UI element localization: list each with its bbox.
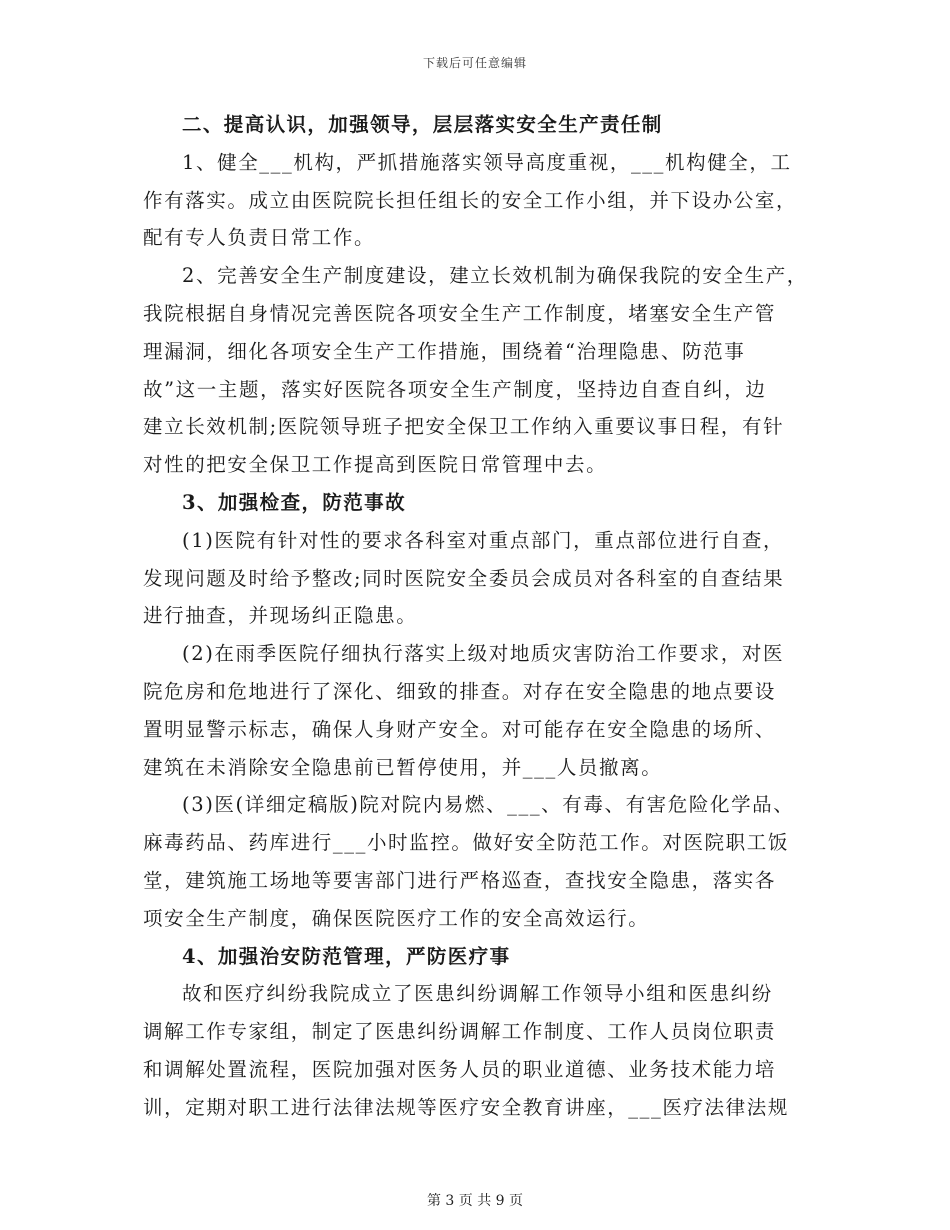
document-body [143, 106, 807, 1127]
page-header-note: 下载后可任意编辑 [422, 56, 527, 70]
paragraph-line: 配有专人负责日常工作。 [143, 226, 376, 250]
paragraph-5 [143, 786, 807, 937]
section-heading-3: 3、加强检查，防范事故 [182, 490, 406, 514]
paragraph-line: 2、完善安全生产制度建设，建立长效机制为确保我院的安全生产， [182, 264, 808, 288]
paragraph-2 [143, 257, 807, 484]
paragraph-line: 1、健全___机构，严抓措施落实领导高度重视，___机构健全，工 [182, 150, 792, 174]
paragraph-line: (1)医院有针对性的要求各科室对重点部门，重点部位进行自查， [182, 528, 785, 552]
section-heading-2: 二、提高认识，加强领导，层层落实安全生产责任制 [182, 113, 663, 136]
paragraph-4 [143, 635, 807, 786]
paragraph-1 [143, 144, 807, 257]
paragraph-line: 对性的把安全保卫工作提高到医院日常管理中去。 [143, 453, 608, 477]
paragraph-3 [143, 522, 807, 635]
paragraph-line: 理漏洞，细化各项安全生产工作措施，围绕着“治理隐患、防范事 [143, 339, 746, 363]
section-heading-4: 4、加强治安防范管理，严防医疗事 [182, 944, 511, 968]
paragraph-line: 训，定期对职工进行法律法规等医疗安全教育讲座，___医疗法律法规 [143, 1095, 789, 1119]
paragraph-line: 项安全生产制度，确保医院医疗工作的安全高效运行。 [143, 906, 650, 930]
paragraph-line: 我院根据自身情况完善医院各项安全生产工作制度，堵塞安全生产管 [143, 301, 777, 325]
paragraph-line: (3)医(详细定稿版)院对院内易燃、___、有毒、有害危险化学品、 [182, 793, 795, 817]
paragraph-line: 故”这一主题，落实好医院各项安全生产制度，坚持边自查自纠，边 [143, 377, 767, 401]
paragraph-line: (2)在雨季医院仔细执行落实上级对地质灾害防治工作要求，对医 [182, 642, 785, 666]
paragraph-line: 和调解处置流程，医院加强对医务人员的职业道德、业务技术能力培 [143, 1057, 777, 1081]
paragraph-line: 建筑在未消除安全隐患前已暂停使用，并___人员撤离。 [143, 755, 663, 779]
paragraph-line: 麻毒药品、药库进行___小时监控。做好安全防范工作。对医院职工饭 [143, 831, 789, 855]
paragraph-line: 建立长效机制;医院领导班子把安全保卫工作纳入重要议事日程，有针 [143, 415, 785, 439]
paragraph-line: 置明显警示标志，确保人身财产安全。对可能存在安全隐患的场所、 [143, 717, 777, 741]
paragraph-line: 进行抽查，并现场纠正隐患。 [143, 604, 418, 628]
paragraph-6 [143, 975, 807, 1126]
paragraph-line: 调解工作专家组，制定了医患纠纷调解工作制度、工作人员岗位职责 [143, 1020, 777, 1044]
paragraph-line: 故和医疗纠纷我院成立了医患纠纷调解工作领导小组和医患纠纷 [182, 982, 773, 1006]
paragraph-line: 院危房和危地进行了深化、细致的排查。对存在安全隐患的地点要设 [143, 679, 777, 703]
paragraph-line: 发现问题及时给予整改;同时医院安全委员会成员对各科室的自查结果 [143, 566, 785, 590]
page-number-footer: 第 3 页 共 9 页 [426, 1193, 524, 1209]
paragraph-line: 堂，建筑施工场地等要害部门进行严格巡查，查找安全隐患，落实各 [143, 868, 777, 892]
paragraph-line: 作有落实。成立由医院院长担任组长的安全工作小组，并下设办公室， [143, 188, 798, 212]
